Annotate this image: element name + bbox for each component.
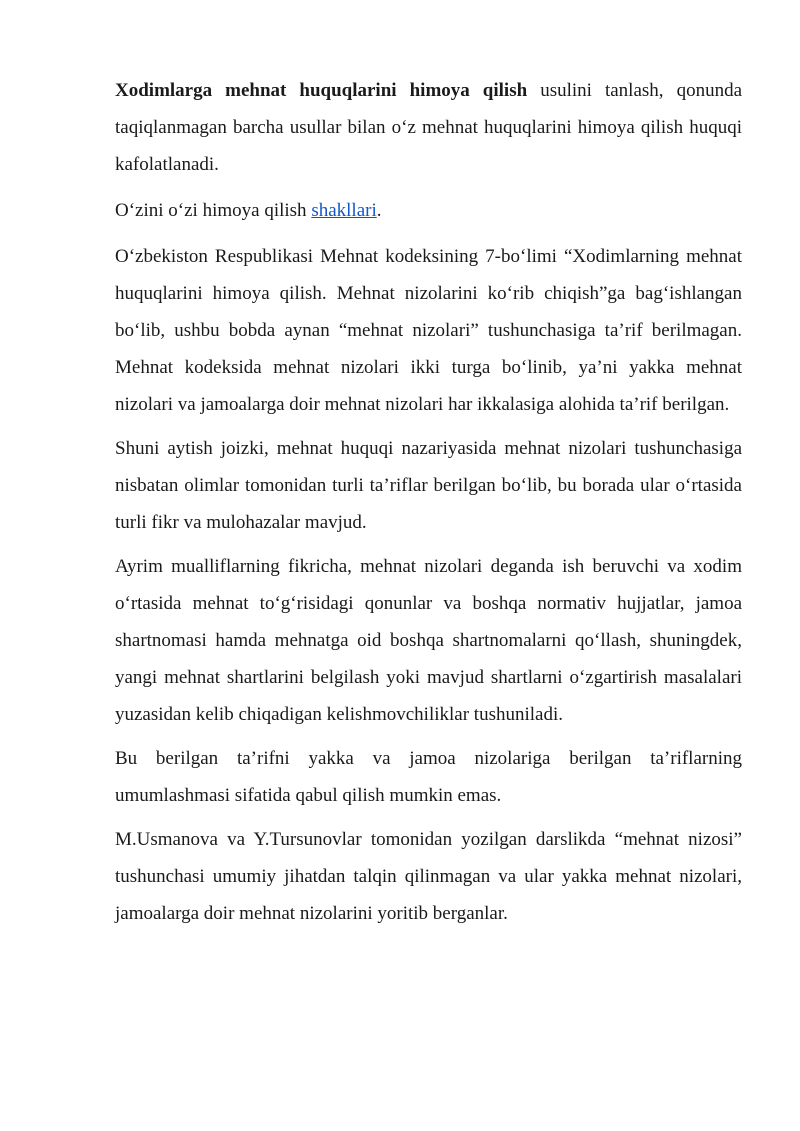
shakllari-link[interactable]: shakllari xyxy=(311,200,377,221)
paragraph-self-defense-period: . xyxy=(376,200,382,221)
paragraph-labor-code: O‘zbekiston Respublikasi Mehnat kodeksining 7-bo‘limi “Xodimlarning mehnat huquqlarini himoya qilish. Mehnat nizolarini ko‘rib chiqish”ga bag‘ishlangan bo‘lib, ushbu bobda aynan “mehnat nizolari” tushunchasiga ta’rif berilmagan. Mehnat kodeksida mehnat nizolari ikki turga bo‘linib, ya’ni yakka mehnat nizolari va jamoalarga doir mehnat nizolari har ikkalasiga alohida ta’rif berilgan. xyxy=(115,246,742,415)
bold-heading-phrase: Xodimlarga mehnat huquqlarini himoya qilish xyxy=(115,80,528,101)
paragraph-authors-opinion: Ayrim mualliflarning fikricha, mehnat nizolari deganda ish beruvchi va xodim o‘rtasida mehnat to‘g‘risidagi qonunlar va boshqa normativ hujjatlar, jamoa shartnomasi hamda mehnatga oid boshqa shartnomalarni qo‘llash, shuningdek, yangi mehnat shartlarini belgilash yoki mavjud shartlarni o‘zgartirish masalalari yuzasidan kelib chiqadigan kelishmovchiliklar tushuniladi. xyxy=(115,556,742,725)
paragraph-self-defense xyxy=(115,192,742,229)
paragraph-intro xyxy=(115,72,742,183)
paragraph-intro-text: usulini tanlash, qonunda taqiqlanmagan barcha usullar bilan o‘z mehnat huquqlarini himoya qilish huquqi kafolatlanadi. xyxy=(115,80,742,175)
document-page xyxy=(115,72,742,939)
paragraph-theory: Shuni aytish joizki, mehnat huquqi nazariyasida mehnat nizolari tushunchasiga nisbatan olimlar tomonidan turli ta’riflar berilgan bo‘lib, bu borada ular o‘rtasida turli fikr va mulohazalar mavjud. xyxy=(115,438,742,533)
paragraph-definition-note: Bu berilgan ta’rifni yakka va jamoa nizolariga berilgan ta’riflarning umumlashmasi sifatida qabul qilish mumkin emas. xyxy=(115,748,742,806)
paragraph-textbook: M.Usmanova va Y.Tursunovlar tomonidan yozilgan darslikda “mehnat nizosi” tushunchasi umumiy jihatdan talqin qilinmagan va ular yakka mehnat nizolari, jamoalarga doir mehnat nizolarini yoritib berganlar. xyxy=(115,829,742,924)
paragraph-self-defense-text: O‘zini o‘zi himoya qilish xyxy=(115,200,312,221)
